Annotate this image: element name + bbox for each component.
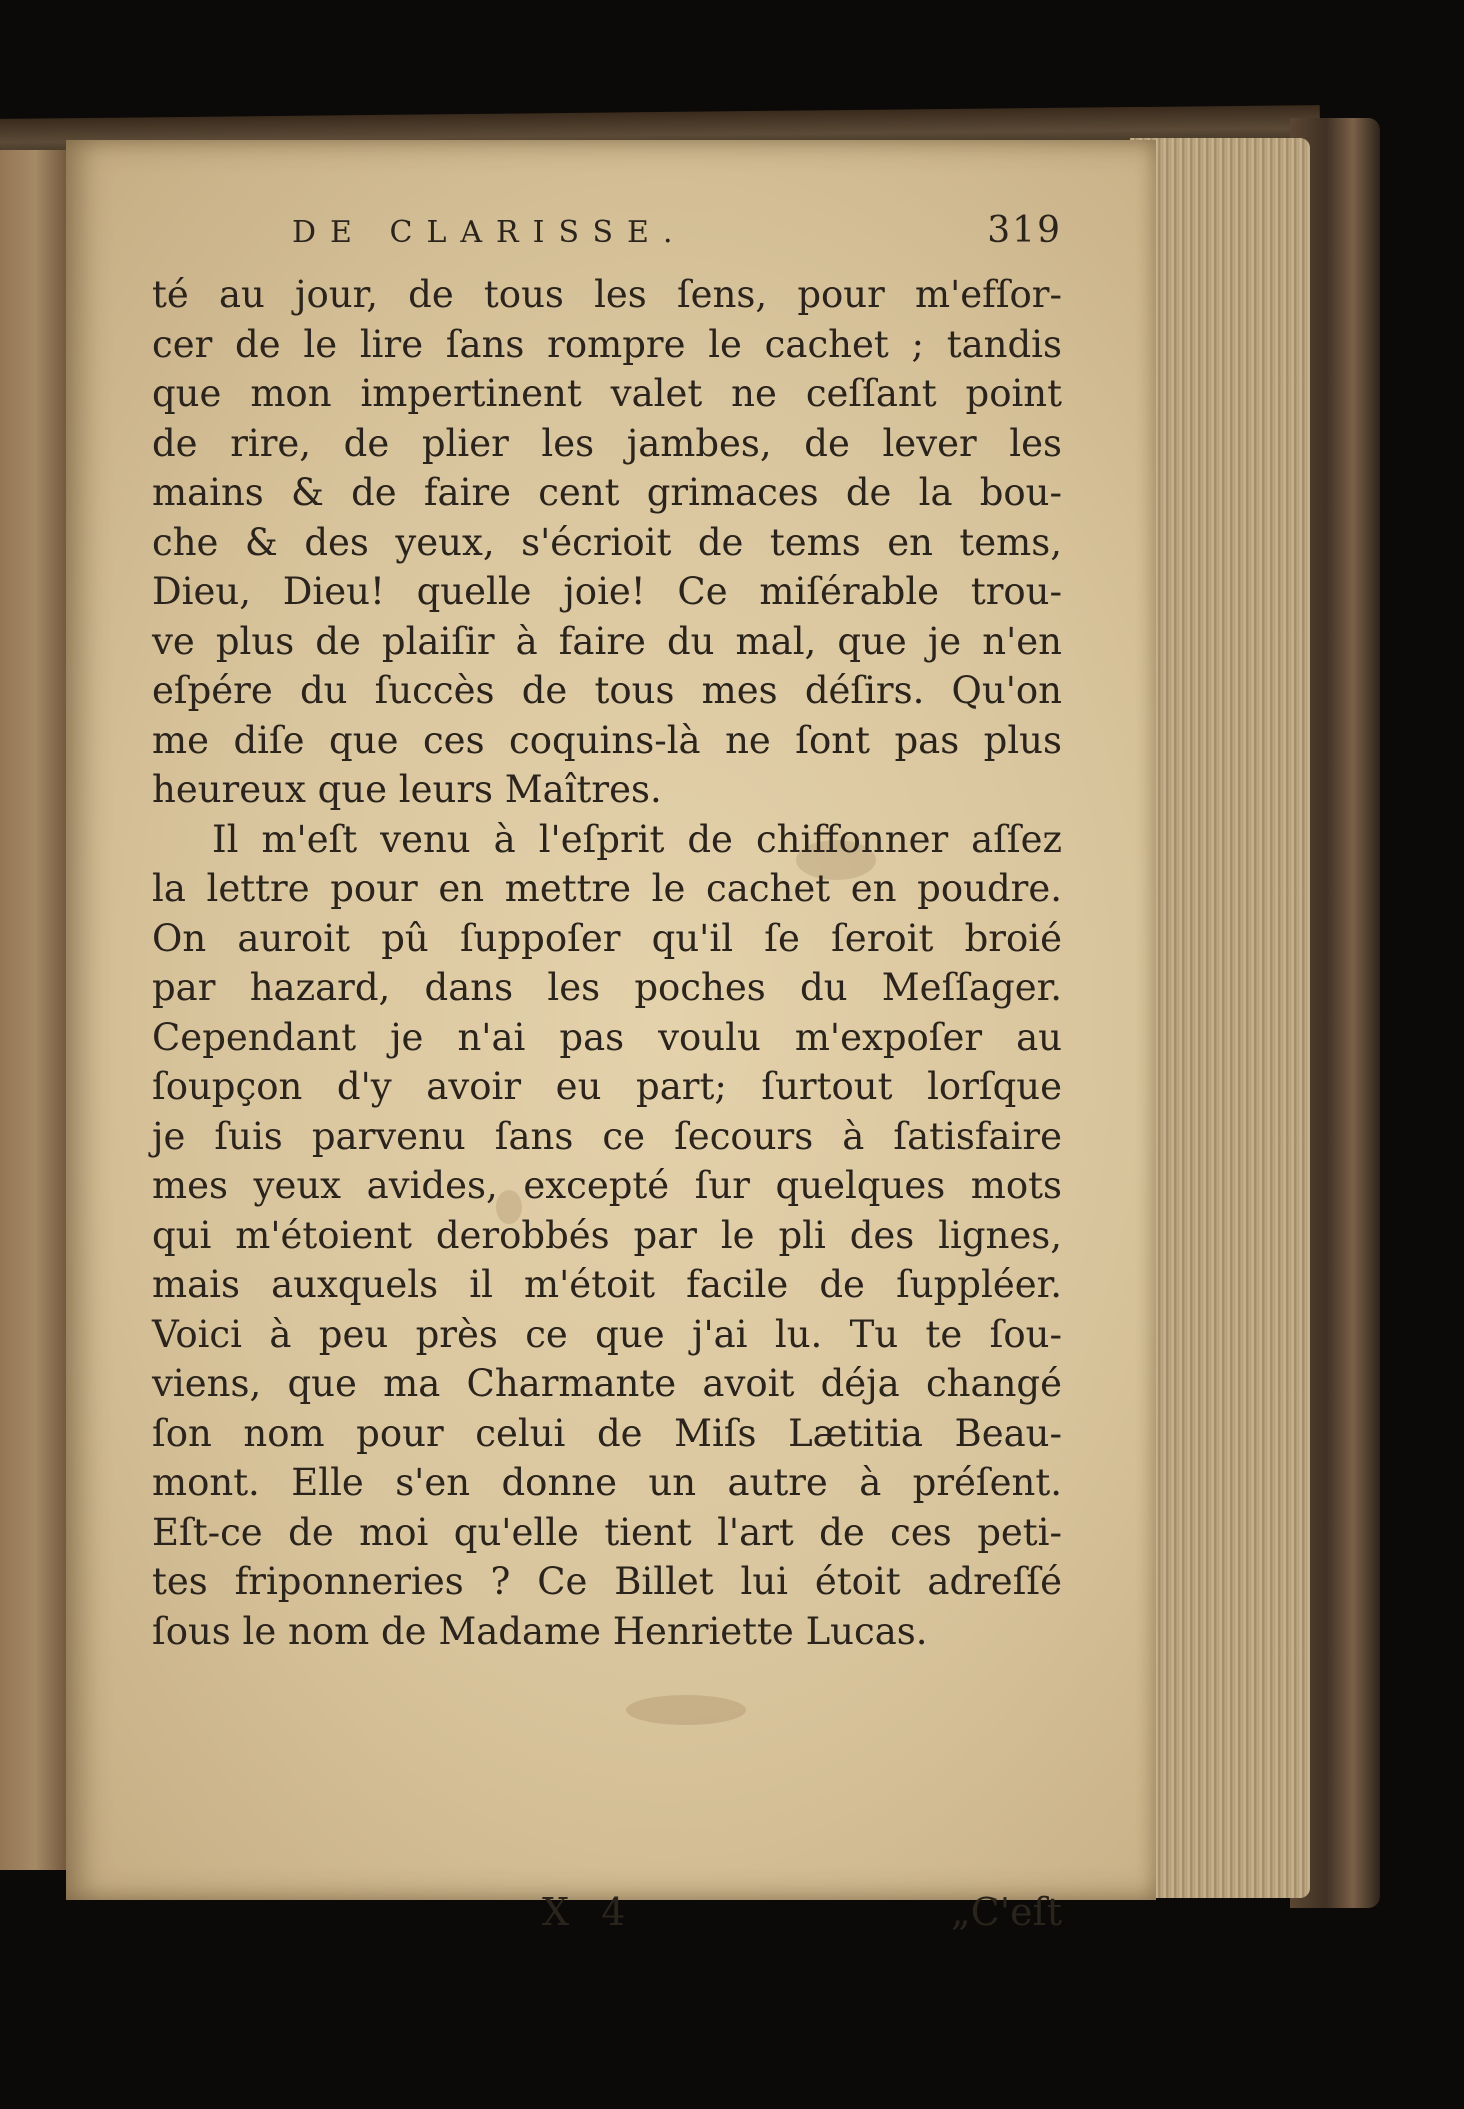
text-line: de rire, de plier les jambes, de lever les bbox=[152, 421, 1062, 465]
running-head-title: DE CLARISSE. bbox=[292, 215, 687, 250]
foxing-spot bbox=[626, 1695, 746, 1725]
signature-mark: X 4 bbox=[542, 1890, 636, 1934]
text-line: viens, que ma Charmante avoit déja changé bbox=[152, 1362, 1062, 1405]
catchword: „C'eſt bbox=[950, 1890, 1062, 1934]
text-line: té au jour, de tous les ſens, pour m'efſor- bbox=[152, 273, 1062, 316]
text-line: Cependant je n'ai pas voulu m'expoſer au bbox=[152, 1015, 1062, 1059]
text-line: ſoupçon d'y avoir eu part; ſurtout lorſque bbox=[152, 1065, 1062, 1108]
text-line: je ſuis parvenu ſans ce ſecours à ſatisfaire bbox=[152, 1114, 1062, 1158]
text-line: eſpére du ſuccès de tous mes déſirs. Qu'on bbox=[152, 669, 1062, 712]
text-line: Il m'eſt venu à l'eſprit de chiffonner aſſez bbox=[212, 817, 1062, 861]
previous-page-edge bbox=[0, 150, 75, 1870]
page-number: 319 bbox=[987, 210, 1062, 251]
text-line: tes friponneries ? Ce Billet lui étoit adreſſé bbox=[152, 1560, 1062, 1603]
page-footer bbox=[152, 1890, 1062, 1940]
text-line: heureux que leurs Maîtres. bbox=[152, 768, 662, 811]
text-line: qui m'étoient derobbés par le pli des lignes, bbox=[152, 1213, 1062, 1257]
text-line: On auroit pû ſuppoſer qu'il ſe ſeroit broié bbox=[152, 916, 1062, 960]
text-line: la lettre pour en mettre le cachet en poudre. bbox=[152, 867, 1062, 910]
text-line: Dieu, Dieu! quelle joie! Ce miſérable trou- bbox=[152, 570, 1062, 613]
text-line: ſous le nom de Madame Henriette Lucas. bbox=[152, 1609, 928, 1653]
book-page bbox=[66, 140, 1156, 1934]
text-line: mais auxquels il m'étoit facile de ſuppléer. bbox=[152, 1263, 1062, 1306]
text-line: che & des yeux, s'écrioit de tems en tems, bbox=[152, 520, 1062, 564]
text-line: ſon nom pour celui de Miſs Lætitia Beau- bbox=[152, 1411, 1062, 1455]
text-line: par hazard, dans les poches du Meſſager. bbox=[152, 966, 1062, 1009]
text-line: mont. Elle s'en donne un autre à préſent. bbox=[152, 1461, 1062, 1504]
page-text-block bbox=[152, 210, 1062, 1934]
text-line: mes yeux avides, excepté ſur quelques mots bbox=[152, 1164, 1062, 1207]
page-stack-edge bbox=[1130, 138, 1310, 1898]
text-line: mains & de faire cent grimaces de la bou- bbox=[152, 471, 1062, 514]
text-line: que mon impertinent valet ne ceſſant point bbox=[152, 372, 1062, 415]
body-text bbox=[152, 270, 1062, 1656]
text-line: Eſt-ce de moi qu'elle tient l'art de ces peti- bbox=[152, 1510, 1062, 1554]
running-head bbox=[152, 210, 1062, 268]
text-line: me diſe que ces coquins-là ne ſont pas plus bbox=[152, 718, 1062, 762]
text-line: Voici à peu près ce que j'ai lu. Tu te ſou- bbox=[152, 1312, 1062, 1356]
text-line: ve plus de plaiſir à faire du mal, que je n'en bbox=[152, 619, 1062, 663]
text-line: cer de le lire ſans rompre le cachet ; tandis bbox=[152, 322, 1062, 366]
